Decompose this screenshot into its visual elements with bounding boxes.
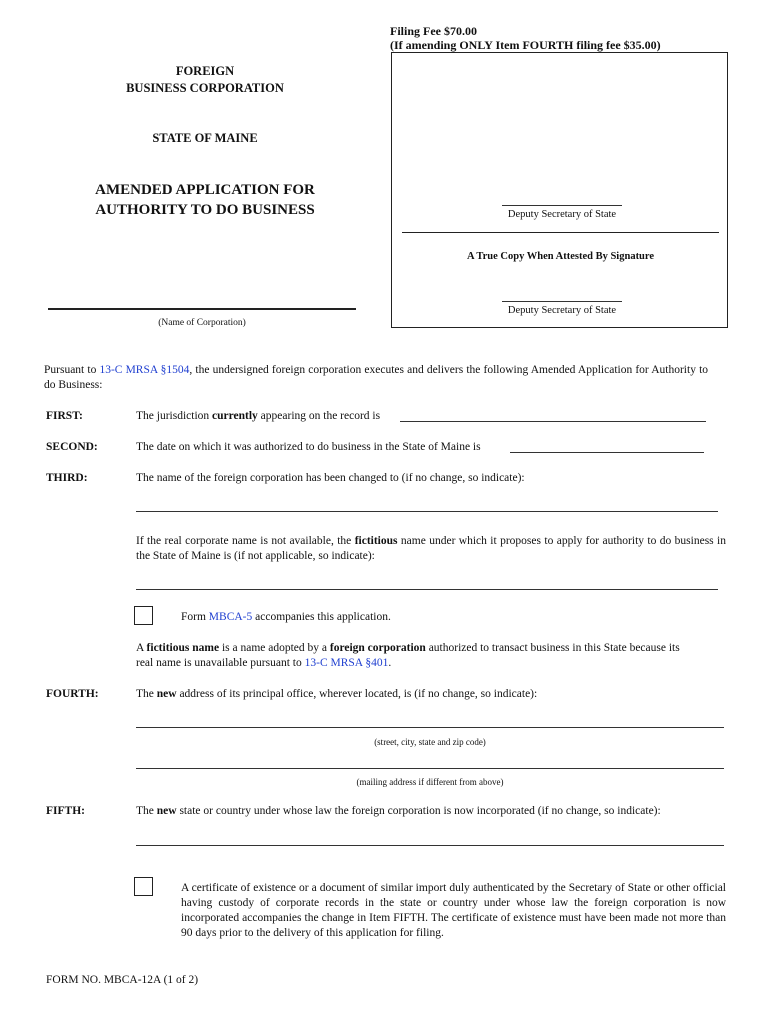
filing-fee-line2: (If amending ONLY Item FOURTH filing fee $35.00) — [390, 38, 661, 52]
signature-line — [502, 205, 622, 206]
fictitious-name-field[interactable] — [136, 589, 718, 590]
first-pre: The jurisdiction — [136, 410, 213, 422]
def-c: is a name adopted by a — [219, 642, 330, 654]
fifth-bold: new — [156, 805, 177, 817]
deputy-signature-2 — [472, 301, 652, 316]
form-pre: Form — [181, 611, 209, 623]
heading-foreign: FOREIGN — [175, 64, 235, 78]
def-end: . — [388, 657, 392, 669]
fifth-label: FIFTH: — [46, 805, 85, 817]
fourth-pre: The — [136, 688, 157, 700]
fourth-post: address of its principal office, wherever located, is (if no change, so indicate): — [176, 688, 538, 700]
mbca5-link[interactable]: MBCA-5 — [208, 611, 253, 623]
state-heading: STATE OF MAINE — [152, 131, 258, 145]
third-label: THIRD: — [46, 472, 88, 484]
mbca5-text — [181, 610, 391, 625]
first-bold: currently — [212, 410, 258, 422]
def-d: foreign corporation — [329, 642, 426, 654]
fict-post: name under which it proposes to apply for authority to do business in the State of Maine is (if not applicable, so indicate): — [136, 535, 726, 562]
new-name-field[interactable] — [136, 511, 718, 512]
fictitious-paragraph — [136, 534, 726, 564]
intro-post: , the undersigned foreign corporation executes and delivers the following Amended Application for Authority to do Business: — [44, 364, 709, 391]
true-copy-text: A True Copy When Attested By Signature — [466, 251, 655, 262]
fourth-bold: new — [156, 688, 177, 700]
form-post: accompanies this application. — [252, 611, 391, 623]
fict-pre: If the real corporate name is not available, the — [136, 535, 355, 547]
mailing-address-field[interactable] — [136, 768, 724, 769]
first-post: appearing on the record is — [257, 410, 381, 422]
fictitious-definition — [136, 641, 696, 671]
certificate-checkbox[interactable] — [134, 877, 153, 896]
filing-stamp-box — [391, 52, 728, 328]
fict-bold: fictitious — [354, 535, 398, 547]
deputy-label-1: Deputy Secretary of State — [507, 209, 617, 220]
corporation-name-caption: (Name of Corporation) — [158, 318, 246, 328]
title-line1: AMENDED APPLICATION FOR — [95, 182, 315, 198]
first-label: FIRST: — [46, 410, 83, 422]
heading-business-corporation: BUSINESS CORPORATION — [126, 81, 284, 95]
filing-fee-line1: Filing Fee $70.00 — [390, 24, 477, 38]
second-label: SECOND: — [46, 441, 98, 453]
street-address-field[interactable] — [136, 727, 724, 728]
corporation-name-field[interactable] — [48, 308, 356, 310]
deputy-label-2: Deputy Secretary of State — [507, 305, 617, 316]
third-text: The name of the foreign corporation has been changed to (if no change, so indicate): — [136, 472, 525, 484]
authorized-date-field[interactable] — [510, 452, 704, 453]
def-b: fictitious name — [146, 642, 220, 654]
def-a: A — [136, 642, 147, 654]
fifth-post: state or country under whose law the foreign corporation is now incorporated (if no change, so indicate): — [176, 805, 661, 817]
box-divider — [402, 232, 719, 233]
form-type-heading — [40, 63, 370, 97]
street-address-caption: (street, city, state and zip code) — [374, 737, 486, 747]
def-e: authorized to transact business in this State because its real name is unavailable pursuant to — [136, 642, 680, 669]
second-text: The date on which it was authorized to do business in the State of Maine is — [136, 441, 481, 453]
fifth-pre: The — [136, 805, 157, 817]
intro-paragraph — [44, 363, 708, 393]
new-state-field[interactable] — [136, 845, 724, 846]
statute-link-1504[interactable]: 13-C MRSA §1504 — [99, 364, 190, 376]
fourth-text — [136, 687, 537, 702]
jurisdiction-field[interactable] — [400, 421, 706, 422]
intro-pre: Pursuant to — [44, 364, 100, 376]
deputy-signature-1 — [472, 205, 652, 220]
fifth-text — [136, 804, 726, 819]
form-number: FORM NO. MBCA-12A (1 of 2) — [46, 974, 199, 986]
title-line2: AUTHORITY TO DO BUSINESS — [95, 202, 315, 218]
filing-fee — [390, 24, 661, 52]
mbca5-checkbox[interactable] — [134, 606, 153, 625]
mailing-address-caption: (mailing address if different from above) — [356, 777, 504, 787]
fourth-label: FOURTH: — [46, 688, 99, 700]
first-text — [136, 409, 380, 424]
signature-line — [502, 301, 622, 302]
certificate-paragraph: A certificate of existence or a document of similar import duly authenticated by the Secretary of State or other official having custody of corporate records in the state or country under whose law the foreign corporation is now incorporated accompanies the change in Item FIFTH. The certificate of existence must have been made not more than 90 days prior to the delivery of this application for filing. — [181, 882, 726, 939]
statute-link-401[interactable]: 13-C MRSA §401 — [304, 657, 389, 669]
page-title — [40, 180, 370, 220]
